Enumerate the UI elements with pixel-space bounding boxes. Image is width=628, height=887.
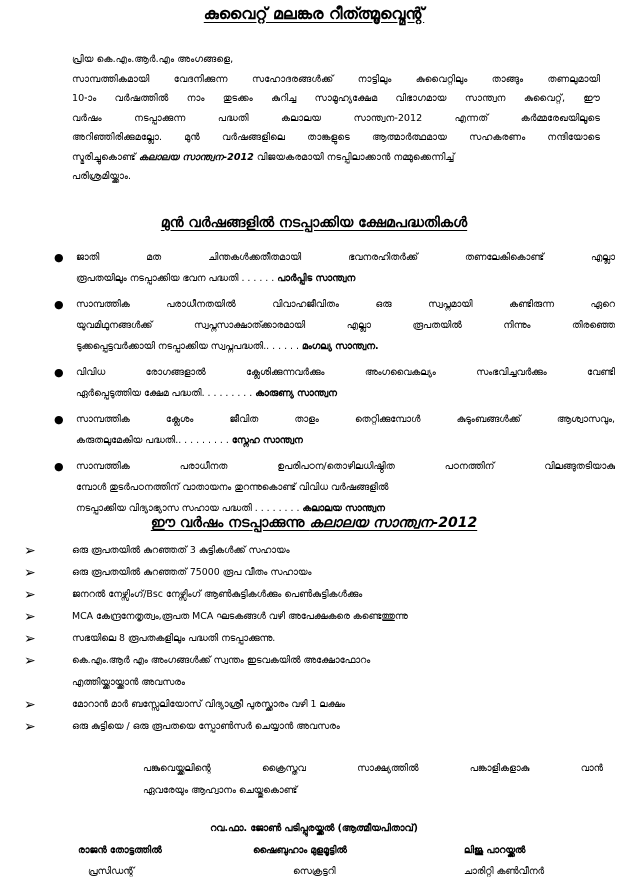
list-item (24, 628, 599, 650)
bullet-icon: ● (54, 460, 64, 473)
this-year-scheme-name: കലാലയ സാന്ത്വന-2012 (309, 515, 478, 531)
intro-line5-bold: കലാലയ സാന്ത്വന-2012 (138, 151, 254, 163)
item-line (76, 268, 615, 289)
patron-signature: റവ.ഫാ. ജോൺ പടിപ്പുരയ്ക്കൽ (ആത്മീയപിതാവ്) (210, 823, 418, 834)
this-year-list (24, 540, 599, 738)
bullet-icon: ● (54, 413, 64, 426)
bullet-icon: ● (54, 298, 64, 311)
past-schemes-heading: മുൻ വർഷങ്ങളിൽ നടപ്പാക്കിയ ക്ഷേമപദ്ധതികൾ (160, 215, 468, 231)
item-text: ടുക്കപ്പെട്ടവർക്കായി നടപ്പാക്കിയ സ്വപ്നപദ്ധതി.. . . . . . (76, 341, 302, 352)
item-line: വിവിധ രോഗങ്ങളാൽ ക്ലേശിക്കുന്നവർക്കും അംഗവൈകല്യം സംഭവിച്ചവർക്കും വേണ്ടി (76, 367, 615, 378)
greeting: പ്രിയ കെ.എം.ആർ.എം അംഗങ്ങളെ, (72, 54, 234, 65)
arrow-bullet-icon: ➢ (24, 543, 36, 559)
intro-line: അറിഞ്ഞിരിക്കുമല്ലോ. മുൻ വർഷങ്ങളിലെ താങ്കളുടെ ആത്മാർത്ഥമായ സഹകരണം നന്ദിയോടെ (72, 132, 600, 143)
item-line: സാമ്പത്തിക പരാധീനതയിൽ വിവാഹജീവിതം ഒരു സ്വപ്നമായി കണ്ടിരുന്ന ഏറെ (76, 299, 615, 310)
item-scheme-name: കാരുണ്യ സാന്ത്വന (255, 388, 337, 399)
list-item (40, 247, 615, 289)
bullet-icon: ● (54, 366, 64, 379)
this-year-heading-text: ഈ വർഷം നടപ്പാക്കുന്നു (150, 515, 310, 531)
item-line: മോറാൻ മാർ ബസ്സേലിയോസ് വിദ്യാശ്രീ പുരസ്ക്കാരം വഴി 1 ലക്ഷം (72, 699, 346, 710)
arrow-bullet-icon: ➢ (24, 653, 36, 669)
intro-line: 10-ാം വർഷത്തിൽ നാം തുടക്കം കുറിച്ച സാമൂഹ്യക്ഷേമ വിഭാഗമായ സാന്ത്വന കുവൈറ്റ്, ഈ (72, 93, 600, 104)
intro-line (72, 148, 600, 168)
list-item (40, 362, 615, 404)
arrow-bullet-icon: ➢ (24, 587, 36, 603)
item-scheme-name: സ്നേഹ സാന്ത്വന (231, 435, 303, 446)
intro-paragraph (72, 50, 600, 187)
item-line: സാമ്പത്തിക ക്ലേശം ജീവിത താളം തെറ്റിക്കുമ്പോൾ കുടുംബങ്ങൾക്ക് ആശ്വാസവും, (76, 414, 615, 425)
signatory-name: രാജൻ തോട്ടത്തിൽ (78, 845, 162, 856)
signatory-role: പ്രസിഡന്റ് (88, 866, 135, 877)
list-item (40, 456, 615, 519)
closing-line: ഏവരേയും ആഹ്വാനം ചെയ്തുകൊണ്ട് (143, 785, 298, 796)
item-line: ഒരു രൂപതയിൽ കുറഞ്ഞത് 3 കുട്ടികൾക്ക് സഹായം (72, 545, 290, 556)
this-year-heading (0, 515, 628, 531)
item-line: സഭയിലെ 8 രൂപതകളിലും പദ്ധതി നടപ്പാക്കുന്നു. (72, 633, 276, 644)
item-line: യുവമിഥുനങ്ങൾക്ക് സ്വപ്നസാക്ഷാത്ക്കാരമായി എല്ലാ രൂപതയിൽ നിന്നും തിരഞ്ഞെ (76, 320, 615, 331)
item-text: രൂപതയിലും നടപ്പാക്കിയ ഭവന പദ്ധതി . . . . . . (76, 273, 278, 284)
list-item (24, 716, 599, 738)
item-line (76, 383, 615, 404)
item-scheme-name: മംഗല്യ സാന്ത്വന. (301, 341, 379, 352)
item-line: മ്പോൾ തുടർപഠനത്തിന് വാതായനം തുറന്നുകൊണ്ട് വിവിധ വർഷങ്ങളിൽ (76, 482, 389, 493)
closing-line: പങ്കുവെയ്ക്കലിന്റെ ക്രൈസ്തവ സാക്ഷ്യത്തിൽ പങ്കാളികളാകു വാൻ (143, 763, 603, 774)
list-item (40, 409, 615, 451)
arrow-bullet-icon: ➢ (24, 719, 36, 735)
arrow-bullet-icon: ➢ (24, 697, 36, 713)
list-item (40, 294, 615, 357)
item-line: MCA കേന്ദ്രനേതൃത്വം,രൂപത MCA ഘടകങ്ങൾ വഴി അപേക്ഷകരെ കണ്ടെത്തുന്നു (72, 611, 408, 622)
signatory-name: ഷൈബുഹാം മുളമൂട്ടിൽ (253, 845, 347, 856)
page-title: കുവൈറ്റ് മലങ്കര റീത്ത്മൂവ്മെന്റ് (203, 4, 425, 23)
item-text: ഏർപ്പെടുത്തിയ ക്ഷേമ പദ്ധതി. . . . . . . . . (76, 388, 256, 399)
list-item (24, 562, 599, 584)
list-item (24, 650, 599, 694)
item-line: ഒരു കുട്ടിയെ / ഒരു രൂപതയെ സ്പോൺസർ ചെയ്യാൻ അവസരം (72, 721, 340, 732)
list-item (24, 694, 599, 716)
intro-line5-post: വിജയകരമായി നടപ്പിലാക്കാൻ നമ്മുക്കെന്നിച്ച് (253, 151, 455, 163)
past-schemes-list (40, 247, 615, 524)
signatory-name: ലിജു പാറയ്ക്കൽ (464, 845, 526, 856)
signatory-role: സെക്രട്ടറി (293, 866, 336, 877)
item-scheme-name: കലാലയ സാന്ത്വന (302, 503, 385, 514)
item-line: ജനറൽ നേഴ്സിംഗ്/Bsc നേഴ്സിംഗ് ആൺകുട്ടികൾക്കും പെൺകുട്ടികൾക്കും (72, 589, 363, 600)
item-text: കരുതലുമേകിയ പദ്ധതി.. . . . . . . . . (76, 435, 232, 446)
arrow-bullet-icon: ➢ (24, 631, 36, 647)
item-line: സാമ്പത്തിക പരാധീനത ഉപരിപഠന/തൊഴിലധിഷ്ഠിത പഠനത്തിന് വിലങ്ങുതടിയാകു (76, 461, 615, 472)
intro-line: സാമ്പത്തികമായി വേദനിക്കുന്ന സഹോദരങ്ങൾക്ക് നാട്ടിലും കുവൈറ്റിലും താങ്ങും തണലുമായി (72, 73, 600, 85)
intro-line: വർഷം നടപ്പാക്കുന്ന പദ്ധതി കലാലയ സാന്ത്വന-2012 എന്നത് കർമ്മരേഖയിലൂടെ (72, 112, 600, 124)
signatory-role: ചാരിറ്റി കൺവീനർ (464, 866, 545, 877)
item-line (76, 336, 615, 357)
list-item (24, 540, 599, 562)
item-line: ഒരു രൂപതയിൽ കുറഞ്ഞത് 75000 രൂപ വീതം സഹായം (72, 567, 312, 578)
arrow-bullet-icon: ➢ (24, 565, 36, 581)
list-item (24, 606, 599, 628)
item-text: നടപ്പാക്കിയ വിദ്യാഭ്യാസ സഹായ പദ്ധതി . . . . . . . . (76, 503, 303, 514)
list-item (24, 584, 599, 606)
intro-line: പരിശ്രമിയ്ക്കാം. (72, 171, 132, 182)
arrow-bullet-icon: ➢ (24, 609, 36, 625)
closing-paragraph (143, 758, 603, 802)
intro-line5-pre: സ്മരിച്ചുകൊണ്ട് (72, 151, 139, 163)
bullet-icon: ● (54, 251, 64, 264)
item-line (76, 430, 615, 451)
item-line: എത്തിയ്ക്കായ്ക്കാൻ അവസരം (72, 677, 185, 688)
item-line: ജാതി മത ചിന്തകൾക്കതീതമായി ഭവനരഹിതർക്ക് തണലേകികൊണ്ട് എല്ലാ (76, 252, 615, 263)
item-line: കെ.എം.ആർ എം അംഗങ്ങൾക്ക് സ്വന്തം ഇടവകയിൽ അക്ഷോഫോറം (72, 655, 371, 666)
item-scheme-name: പാർപ്പിട സാന്ത്വന (277, 273, 356, 284)
